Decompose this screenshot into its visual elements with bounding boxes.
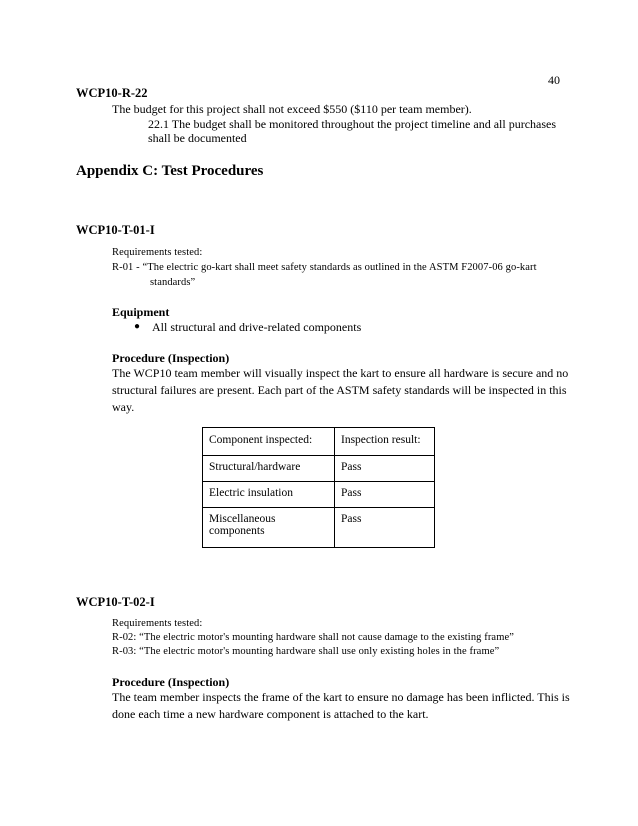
budget-sub-line-2: shall be documented: [148, 131, 247, 145]
appendix-title: Appendix C: Test Procedures: [76, 163, 264, 179]
budget-statement: The budget for this project shall not exceed $550 ($110 per team member).: [112, 102, 472, 116]
table-cell-result: Pass: [335, 482, 435, 508]
table-cell-result: Pass: [335, 508, 435, 548]
test2-procedure-heading: Procedure (Inspection): [112, 675, 230, 689]
table-header-cell: Component inspected:: [203, 428, 335, 456]
test1-procedure-line-1: The WCP10 team member will visually inspect the kart to ensure all hardware is secure and no: [112, 366, 569, 380]
test1-procedure-heading: Procedure (Inspection): [112, 351, 230, 365]
test1-requirements-label: Requirements tested:: [112, 247, 203, 258]
test1-requirement-line-1: R-01 - “The electric go-kart shall meet safety standards as outlined in the ASTM F2007-06 go-kart: [112, 262, 537, 273]
table-cell-result: Pass: [335, 456, 435, 482]
table-row: [203, 508, 435, 548]
table-row: [203, 482, 435, 508]
table-cell-component: Structural/hardware: [203, 456, 335, 482]
page-number: 40: [548, 73, 560, 87]
test2-procedure-line-2: done each time a new hardware component is attached to the kart.: [112, 707, 429, 721]
table-cell-component-line-2: components: [209, 525, 265, 537]
table-cell-component-line-1: Miscellaneous: [209, 513, 276, 525]
test2-procedure-line-1: The team member inspects the frame of the kart to ensure no damage has been inflicted. This is: [112, 690, 570, 704]
table-header-row: [203, 428, 435, 456]
test1-requirement-line-2: standards”: [150, 277, 196, 288]
table-cell-component: [203, 508, 335, 548]
test1-procedure-line-3: way.: [112, 400, 135, 414]
test2-requirement-line-2: R-03: “The electric motor's mounting hardware shall use only existing holes in the frame”: [112, 646, 500, 657]
test1-procedure-line-2: structural failures are present. Each part of the ASTM safety standards will be inspected in this: [112, 383, 567, 397]
table-cell-component: Electric insulation: [203, 482, 335, 508]
budget-code-heading: WCP10-R-22: [76, 86, 148, 100]
test1-code-heading: WCP10-T-01-I: [76, 223, 155, 237]
table-row: [203, 456, 435, 482]
test2-requirements-label: Requirements tested:: [112, 618, 203, 629]
budget-sub-line-1: 22.1 The budget shall be monitored throughout the project timeline and all purchases: [148, 117, 557, 131]
equipment-item: All structural and drive-related components: [152, 320, 362, 334]
equipment-heading: Equipment: [112, 305, 170, 319]
test2-requirement-line-1: R-02: “The electric motor's mounting hardware shall not cause damage to the existing frame”: [112, 632, 514, 643]
table-header-cell: Inspection result:: [335, 428, 435, 456]
bullet-icon: ●: [134, 321, 141, 332]
test2-code-heading: WCP10-T-02-I: [76, 595, 155, 609]
inspection-table: [202, 427, 435, 548]
